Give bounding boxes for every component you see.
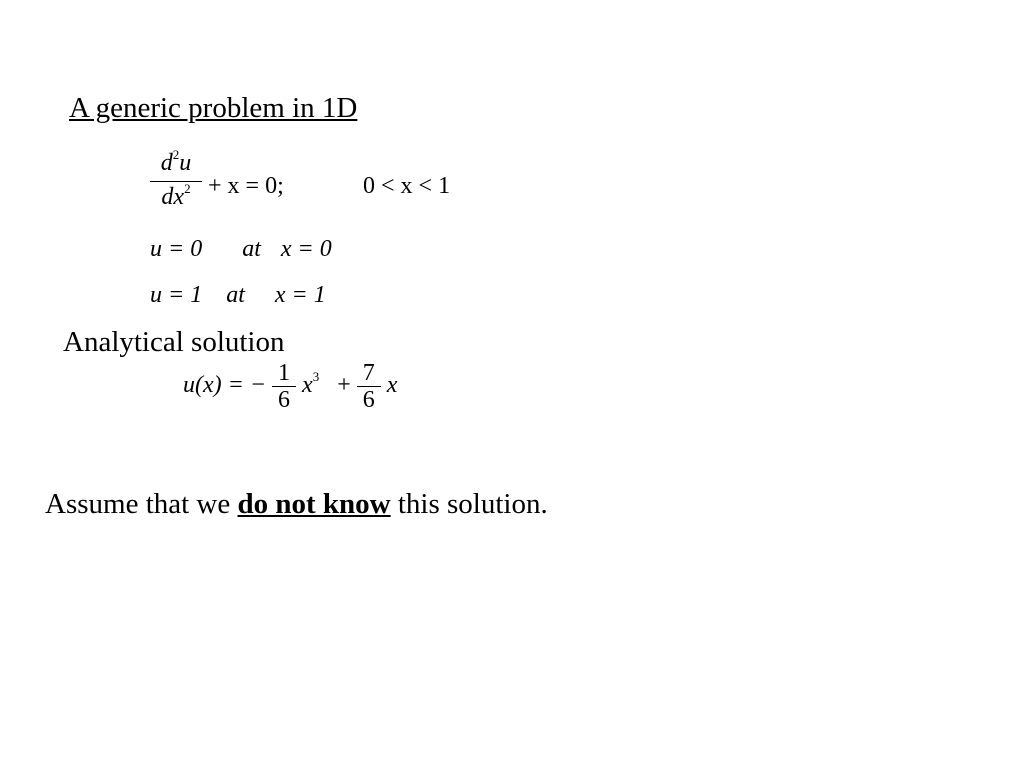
ode-rest: + x = 0; bbox=[208, 173, 284, 199]
boundary-condition-right: u = 1 at x = 1 bbox=[150, 282, 326, 308]
fraction-seven-sixths: $\frac{7}{6}$ bbox=[357, 360, 381, 413]
domain-inequality: 0 < x < 1 bbox=[363, 173, 451, 199]
fraction-one-sixth: $\frac{1}{6}$ bbox=[272, 360, 296, 413]
analytical-solution-heading: Analytical solution bbox=[63, 326, 285, 358]
ode-equation bbox=[150, 147, 451, 215]
second-derivative-fraction: $\frac{d^2u}{dx^2}$ bbox=[150, 148, 202, 215]
assumption-note: Assume that we do not know this solution. bbox=[45, 488, 548, 520]
slide-title: A generic problem in 1D bbox=[69, 92, 358, 124]
emphasis-text: do not know bbox=[237, 488, 391, 520]
analytical-solution-equation: u(x) = − $\frac{1}{6}$ $x^3$ + $\frac{7}{6}$ x bbox=[183, 360, 398, 413]
boundary-condition-left: u = 0 at x = 0 bbox=[150, 236, 332, 262]
